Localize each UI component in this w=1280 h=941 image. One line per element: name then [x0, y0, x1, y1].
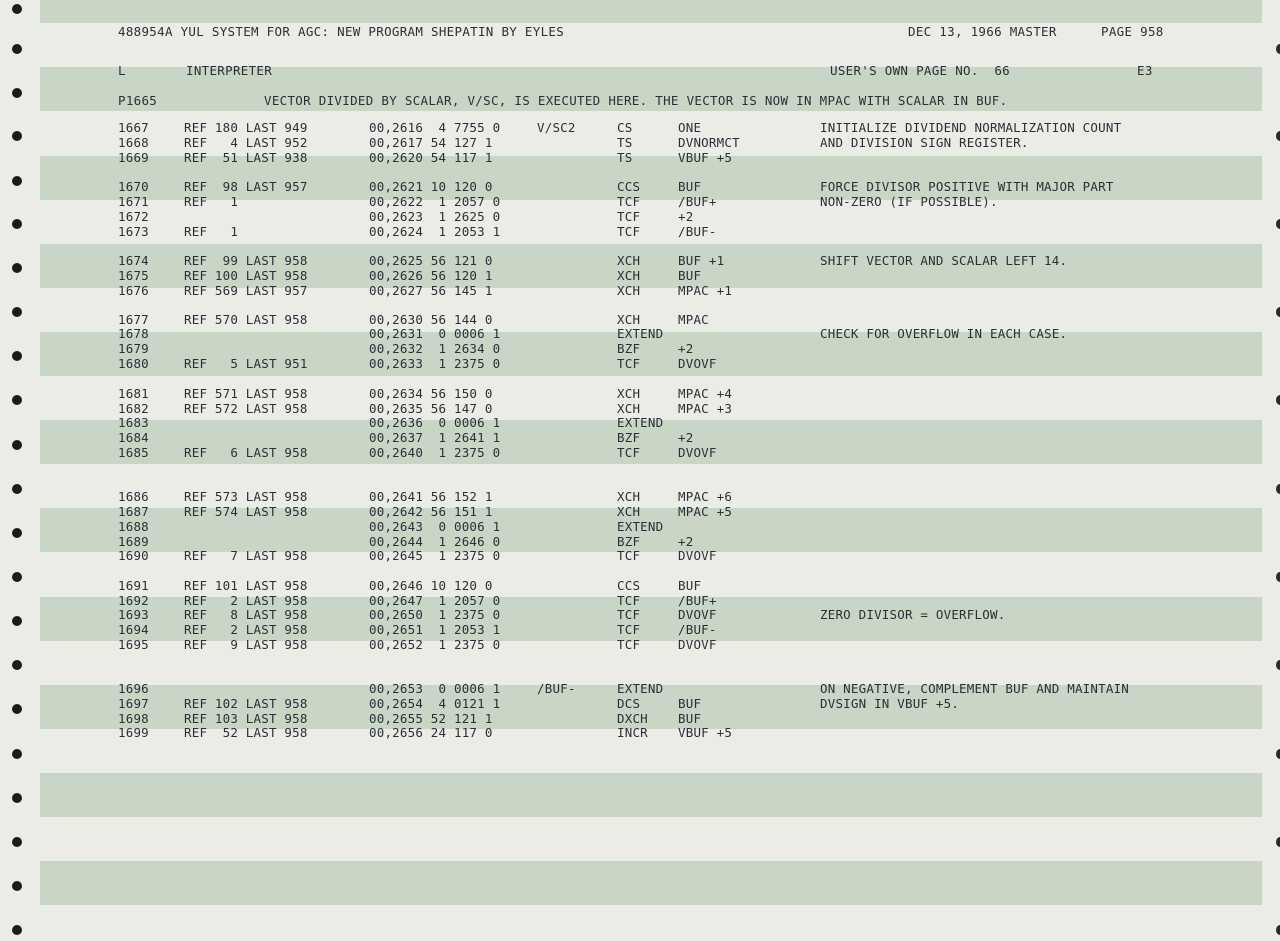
line-number: 1695 [118, 637, 149, 652]
address-code: 00,2633 1 2375 0 [369, 356, 501, 371]
comment: AND DIVISION SIGN REGISTER. [820, 135, 1029, 150]
opcode: BZF [617, 534, 641, 549]
line-number: 1697 [118, 696, 149, 711]
tractor-hole-icon [1276, 484, 1280, 494]
tractor-hole-icon [12, 88, 22, 98]
address-code: 00,2643 0 0006 1 [369, 519, 501, 534]
tractor-hole-icon [12, 176, 22, 186]
opcode: TCF [617, 593, 641, 608]
tractor-hole-icon [1276, 131, 1280, 141]
opcode: TCF [617, 224, 641, 239]
line-number: 1681 [118, 386, 149, 401]
address-code: 00,2625 56 121 0 [369, 253, 493, 268]
page-number: PAGE 958 [1101, 24, 1164, 39]
operand: +2 [678, 430, 694, 445]
opcode: TS [617, 135, 633, 150]
tractor-hole-icon [1276, 572, 1280, 582]
label: V/SC2 [537, 120, 576, 135]
opcode: TCF [617, 637, 641, 652]
operand: /BUF+ [678, 593, 717, 608]
tractor-hole-icon [12, 881, 22, 891]
line-number: 1673 [118, 224, 149, 239]
reference: REF 103 LAST 958 [184, 711, 308, 726]
comment: FORCE DIVISOR POSITIVE WITH MAJOR PART [820, 179, 1114, 194]
reference: REF 102 LAST 958 [184, 696, 308, 711]
reference: REF 2 LAST 958 [184, 622, 308, 637]
operand: DVOVF [678, 607, 717, 622]
operand: BUF +1 [678, 253, 725, 268]
operand: BUF [678, 711, 702, 726]
operand: MPAC +3 [678, 401, 733, 416]
address-code: 00,2647 1 2057 0 [369, 593, 501, 608]
reference: REF 99 LAST 958 [184, 253, 308, 268]
tractor-hole-icon [1276, 395, 1280, 405]
address-code: 00,2654 4 0121 1 [369, 696, 501, 711]
reference: REF 571 LAST 958 [184, 386, 308, 401]
tractor-hole-icon [12, 263, 22, 273]
address-code: 00,2622 1 2057 0 [369, 194, 501, 209]
operand: DVOVF [678, 445, 717, 460]
line-number: 1679 [118, 341, 149, 356]
users-page-number: USER'S OWN PAGE NO. 66 [830, 63, 1010, 78]
line-number: 1669 [118, 150, 149, 165]
address-code: 00,2634 56 150 0 [369, 386, 493, 401]
address-code: 00,2627 56 145 1 [369, 283, 493, 298]
opcode: TCF [617, 209, 641, 224]
operand: +2 [678, 341, 694, 356]
page-label: P1665 [118, 93, 158, 108]
opcode: TS [617, 150, 633, 165]
tractor-hole-icon [1276, 44, 1280, 54]
tractor-hole-icon [12, 131, 22, 141]
tractor-hole-icon [1276, 749, 1280, 759]
operand: /BUF+ [678, 194, 717, 209]
comment: NON-ZERO (IF POSSIBLE). [820, 194, 998, 209]
line-number: 1682 [118, 401, 149, 416]
tractor-hole-icon [12, 749, 22, 759]
opcode: DCS [617, 696, 641, 711]
operand: /BUF- [678, 622, 717, 637]
line-number: 1687 [118, 504, 149, 519]
line-number: 1690 [118, 548, 149, 563]
address-code: 00,2620 54 117 1 [369, 150, 493, 165]
line-number: 1672 [118, 209, 149, 224]
log-section-name: INTERPRETER [186, 63, 273, 78]
line-number: 1693 [118, 607, 149, 622]
line-number: 1678 [118, 326, 149, 341]
address-code: 00,2621 10 120 0 [369, 179, 493, 194]
opcode: TCF [617, 445, 641, 460]
line-number: 1683 [118, 415, 149, 430]
opcode: XCH [617, 253, 641, 268]
operand: /BUF- [678, 224, 717, 239]
opcode: CCS [617, 578, 641, 593]
reference: REF 7 LAST 958 [184, 548, 308, 563]
tractor-hole-icon [1276, 660, 1280, 670]
address-code: 00,2655 52 121 1 [369, 711, 493, 726]
address-code: 00,2616 4 7755 0 [369, 120, 501, 135]
comment: ZERO DIVISOR = OVERFLOW. [820, 607, 1006, 622]
line-number: 1670 [118, 179, 149, 194]
address-code: 00,2644 1 2646 0 [369, 534, 501, 549]
operand: DVOVF [678, 548, 717, 563]
reference: REF 6 LAST 958 [184, 445, 308, 460]
operand: MPAC [678, 312, 709, 327]
opcode: EXTEND [617, 519, 664, 534]
comment: CHECK FOR OVERFLOW IN EACH CASE. [820, 326, 1068, 341]
reference: REF 2 LAST 958 [184, 593, 308, 608]
label: /BUF- [537, 681, 576, 696]
reference: REF 1 [184, 224, 239, 239]
opcode: BZF [617, 430, 641, 445]
operand: MPAC +1 [678, 283, 733, 298]
opcode: XCH [617, 268, 641, 283]
address-code: 00,2640 1 2375 0 [369, 445, 501, 460]
line-number: 1692 [118, 593, 149, 608]
address-code: 00,2631 0 0006 1 [369, 326, 501, 341]
operand: BUF [678, 696, 702, 711]
operand: DVOVF [678, 356, 717, 371]
operand: BUF [678, 268, 702, 283]
address-code: 00,2624 1 2053 1 [369, 224, 501, 239]
line-number: 1686 [118, 489, 149, 504]
opcode: TCF [617, 194, 641, 209]
opcode: TCF [617, 548, 641, 563]
address-code: 00,2646 10 120 0 [369, 578, 493, 593]
line-number: 1694 [118, 622, 149, 637]
address-code: 00,2653 0 0006 1 [369, 681, 501, 696]
log-section-code: L [118, 63, 126, 78]
line-number: 1691 [118, 578, 149, 593]
tractor-hole-icon [12, 44, 22, 54]
green-bar [40, 0, 1262, 23]
tractor-hole-icon [12, 660, 22, 670]
comment: DVSIGN IN VBUF +5. [820, 696, 960, 711]
operand: +2 [678, 209, 694, 224]
opcode: XCH [617, 386, 641, 401]
tractor-hole-icon [12, 395, 22, 405]
address-code: 00,2645 1 2375 0 [369, 548, 501, 563]
tractor-hole-icon [1276, 219, 1280, 229]
operand: VBUF +5 [678, 725, 733, 740]
tractor-hole-icon [12, 616, 22, 626]
section-code: E3 [1137, 63, 1153, 78]
operand: BUF [678, 578, 702, 593]
line-number: 1677 [118, 312, 149, 327]
tractor-hole-icon [12, 704, 22, 714]
reference: REF 574 LAST 958 [184, 504, 308, 519]
line-number: 1675 [118, 268, 149, 283]
reference: REF 1 [184, 194, 239, 209]
reference: REF 9 LAST 958 [184, 637, 308, 652]
tractor-hole-icon [1276, 307, 1280, 317]
comment: ON NEGATIVE, COMPLEMENT BUF AND MAINTAIN [820, 681, 1130, 696]
reference: REF 8 LAST 958 [184, 607, 308, 622]
reference: REF 572 LAST 958 [184, 401, 308, 416]
address-code: 00,2632 1 2634 0 [369, 341, 501, 356]
line-number: 1685 [118, 445, 149, 460]
operand: ONE [678, 120, 702, 135]
tractor-hole-icon [12, 351, 22, 361]
opcode: DXCH [617, 711, 648, 726]
address-code: 00,2650 1 2375 0 [369, 607, 501, 622]
operand: MPAC +6 [678, 489, 733, 504]
opcode: EXTEND [617, 415, 664, 430]
opcode: TCF [617, 607, 641, 622]
opcode: XCH [617, 312, 641, 327]
opcode: XCH [617, 489, 641, 504]
reference: REF 101 LAST 958 [184, 578, 308, 593]
address-code: 00,2623 1 2625 0 [369, 209, 501, 224]
tractor-hole-icon [12, 528, 22, 538]
opcode: INCR [617, 725, 648, 740]
green-bar [40, 861, 1262, 905]
operand: MPAC +4 [678, 386, 733, 401]
address-code: 00,2635 56 147 0 [369, 401, 493, 416]
address-code: 00,2651 1 2053 1 [369, 622, 501, 637]
address-code: 00,2617 54 127 1 [369, 135, 493, 150]
reference: REF 569 LAST 957 [184, 283, 308, 298]
reference: REF 98 LAST 957 [184, 179, 308, 194]
line-number: 1667 [118, 120, 149, 135]
tractor-hole-icon [12, 572, 22, 582]
comment: INITIALIZE DIVIDEND NORMALIZATION COUNT [820, 120, 1122, 135]
reference: REF 570 LAST 958 [184, 312, 308, 327]
line-number: 1684 [118, 430, 149, 445]
operand: DVOVF [678, 637, 717, 652]
address-code: 00,2656 24 117 0 [369, 725, 493, 740]
line-number: 1698 [118, 711, 149, 726]
tractor-hole-icon [1276, 925, 1280, 935]
operand: +2 [678, 534, 694, 549]
address-code: 00,2626 56 120 1 [369, 268, 493, 283]
listing-title: 488954A YUL SYSTEM FOR AGC: NEW PROGRAM SHEPATIN BY EYLES [118, 24, 565, 39]
address-code: 00,2630 56 144 0 [369, 312, 493, 327]
line-number: 1688 [118, 519, 149, 534]
address-code: 00,2642 56 151 1 [369, 504, 493, 519]
reference: REF 573 LAST 958 [184, 489, 308, 504]
address-code: 00,2636 0 0006 1 [369, 415, 501, 430]
opcode: TCF [617, 622, 641, 637]
tractor-hole-icon [12, 219, 22, 229]
tractor-hole-icon [12, 837, 22, 847]
address-code: 00,2637 1 2641 1 [369, 430, 501, 445]
tractor-hole-icon [12, 440, 22, 450]
operand: DVNORMCT [678, 135, 740, 150]
line-number: 1668 [118, 135, 149, 150]
opcode: EXTEND [617, 326, 664, 341]
tractor-hole-icon [1276, 837, 1280, 847]
line-number: 1674 [118, 253, 149, 268]
reference: REF 5 LAST 951 [184, 356, 308, 371]
listing-date: DEC 13, 1966 MASTER [908, 24, 1057, 39]
page-heading: VECTOR DIVIDED BY SCALAR, V/SC, IS EXECUTED HERE. THE VECTOR IS NOW IN MPAC WITH SCALAR IN BUF. [264, 93, 1008, 108]
reference: REF 51 LAST 938 [184, 150, 308, 165]
reference: REF 52 LAST 958 [184, 725, 308, 740]
tractor-hole-icon [12, 793, 22, 803]
opcode: CS [617, 120, 633, 135]
comment: SHIFT VECTOR AND SCALAR LEFT 14. [820, 253, 1068, 268]
tractor-hole-icon [12, 925, 22, 935]
reference: REF 100 LAST 958 [184, 268, 308, 283]
tractor-hole-icon [12, 484, 22, 494]
reference: REF 180 LAST 949 [184, 120, 308, 135]
reference: REF 4 LAST 952 [184, 135, 308, 150]
line-number: 1676 [118, 283, 149, 298]
operand: VBUF +5 [678, 150, 733, 165]
line-number: 1696 [118, 681, 149, 696]
opcode: XCH [617, 283, 641, 298]
address-code: 00,2641 56 152 1 [369, 489, 493, 504]
opcode: TCF [617, 356, 641, 371]
opcode: XCH [617, 401, 641, 416]
line-number: 1699 [118, 725, 149, 740]
operand: BUF [678, 179, 702, 194]
tractor-hole-icon [12, 307, 22, 317]
line-number: 1689 [118, 534, 149, 549]
opcode: XCH [617, 504, 641, 519]
line-number: 1680 [118, 356, 149, 371]
line-number: 1671 [118, 194, 149, 209]
operand: MPAC +5 [678, 504, 733, 519]
green-bar [40, 773, 1262, 817]
opcode: EXTEND [617, 681, 664, 696]
address-code: 00,2652 1 2375 0 [369, 637, 501, 652]
opcode: BZF [617, 341, 641, 356]
opcode: CCS [617, 179, 641, 194]
tractor-hole-icon [12, 4, 22, 14]
